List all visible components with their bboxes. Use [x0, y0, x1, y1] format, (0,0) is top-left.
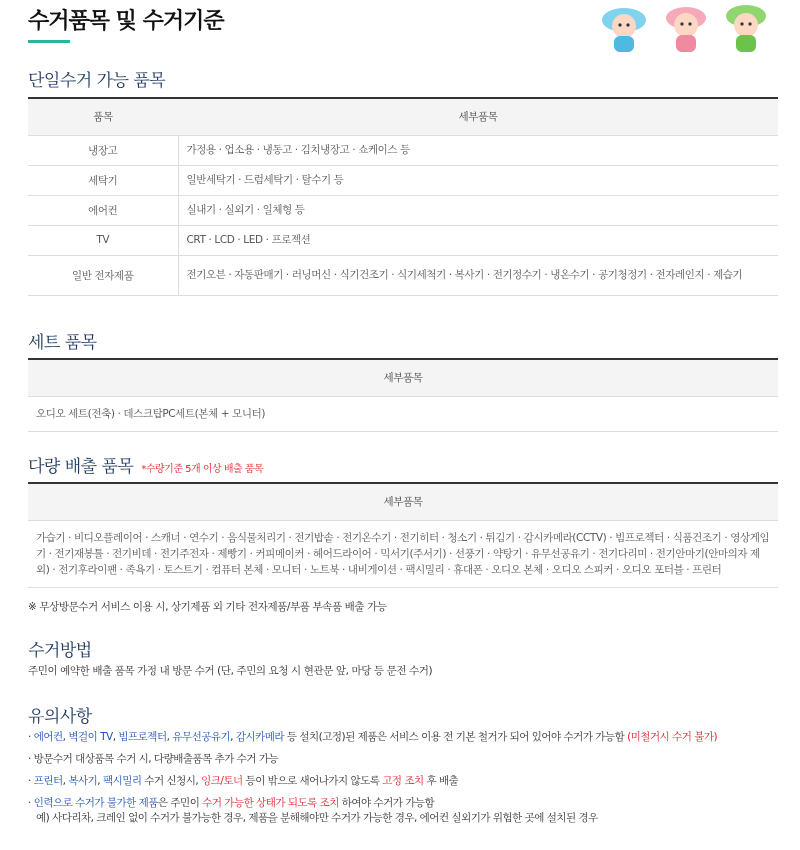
note-text: 수거 신청시,: [141, 775, 202, 787]
section-title-multi: [28, 452, 263, 477]
set-items-table: [28, 358, 778, 432]
mascot-pink-icon: [666, 7, 706, 52]
table-row: [28, 165, 778, 195]
note-text: 등 설치(고정)된 제품은 서비스 이용 전 기본 철거가 되어 있어야 수거가 가능함: [284, 731, 628, 743]
note-text: · 방문수거 대상품목 수거 시, 다량배출품목 추가 수거 가능: [28, 753, 279, 765]
note-text: ·: [28, 731, 34, 743]
section-title-text: 다량 배출 품목: [28, 457, 134, 477]
note-text: ,: [97, 775, 103, 787]
note-highlight: 프린터: [33, 775, 63, 787]
table-row: [28, 520, 778, 587]
note-text: ,: [230, 731, 236, 743]
item-name: 세탁기: [28, 165, 178, 195]
table-row: [28, 396, 778, 431]
note-highlight: 팩시밀리: [102, 775, 142, 787]
section-title-set: 세트 품목: [28, 333, 97, 353]
table-header: 세부품목: [178, 98, 778, 135]
note-example: 예) 사다리차, 크레인 없이 수거가 불가능한 경우, 제품을 분해해야만 수거가 가능한 경우, 에어컨 실외기가 위험한 곳에 설치된 경우: [36, 812, 598, 824]
footnote: ※ 무상방문수거 서비스 이용 시, 상기제품 외 기타 전자제품/부품 부속품 배출 가능: [28, 601, 387, 613]
caution-item: [28, 774, 768, 789]
note-text: 하여야 수거가 가능함: [338, 797, 435, 809]
item-detail: 가정용 · 업소용 · 냉동고 · 김치냉장고 · 쇼케이스 등: [178, 135, 778, 165]
mascot-blue-icon: [602, 8, 646, 52]
note-text: ·: [28, 775, 34, 787]
note-highlight: 벽걸이 TV: [68, 731, 113, 743]
note-text: ,: [166, 731, 173, 743]
item-name: 일반 전자제품: [28, 255, 178, 295]
caution-item: [28, 730, 768, 745]
table-row: [28, 255, 778, 295]
note-highlight: 빔프로젝터: [118, 731, 167, 743]
caution-list: [28, 730, 768, 833]
item-detail: 가습기 · 비디오플레이어 · 스캐너 · 연수기 · 음식물처리기 · 전기밥솥 · 전기온수기 · 전기히터 · 청소기 · 튀김기 · 감시카메라(CCTV) · 빔프로젝터 · 식품건조기 · 영상게임기 · 전기재봉틀 · 전기비데 · 전기주전자 · 제빵기 · 커피메이커 · 헤어드라이어 · 믹서기(주서기) · 선풍기 · 약탕기 · 유무선공유기 · 전기다리미 · 전기안마기(안마의자 제외) · 전기후라이팬 · 족욕기 · 토스트기 · 컴퓨터 본체 · 모니터 · 노트북 · 내비게이션 · 팩시밀리 · 휴대폰 · 오디오 본체 · 오디오 스피커 · 오디오 포터블 · 프린터: [28, 520, 778, 587]
table-header: 세부품목: [28, 483, 778, 520]
note-text: ,: [62, 731, 69, 743]
item-detail: 일반세탁기 · 드럼세탁기 · 탈수기 등: [178, 165, 778, 195]
note-highlight: 인력으로 수거가 불가한 제품: [33, 797, 158, 809]
section-title-method: 수거방법: [28, 641, 92, 661]
caution-item: [28, 796, 768, 826]
item-detail: 오디오 세트(전축) · 데스크탑PC세트(본체 + 모니터): [28, 396, 778, 431]
item-detail: 전기오븐 · 자동판매기 · 러닝머신 · 식기건조기 · 식기세척기 · 복사기 · 전기정수기 · 냉온수기 · 공기청정기 · 전자레인지 · 제습기: [178, 255, 778, 295]
table-row: [28, 225, 778, 255]
note-highlight: 감시카메라: [235, 731, 285, 743]
note-highlight: 복사기: [68, 775, 98, 787]
multi-items-table: [28, 482, 778, 588]
note-warning: 고정 조치: [382, 775, 424, 787]
note-text: ,: [62, 775, 69, 787]
item-name: TV: [28, 225, 178, 255]
title-underline: [28, 40, 70, 43]
note-highlight: 에어컨: [33, 731, 63, 743]
table-row: [28, 195, 778, 225]
note-text: ·: [28, 797, 34, 809]
method-text: 주민이 예약한 배출 품목 가정 내 방문 수거 (단, 주민의 요청 시 현관문 앞, 마당 등 문전 수거): [28, 665, 433, 677]
mascots: [594, 0, 780, 54]
note-warning: (미철거시 수거 불가): [627, 731, 718, 743]
note-text: ,: [112, 731, 119, 743]
note-text: 은 주민이: [157, 797, 203, 809]
table-header: 품목: [28, 98, 178, 135]
table-row: [28, 135, 778, 165]
note-warning: 잉크/토너: [201, 775, 243, 787]
page-title: 수거품목 및 수거기준: [28, 9, 224, 34]
note-highlight: 유무선공유기: [172, 731, 231, 743]
quantity-note: *수량기준 5개 이상 배출 품목: [141, 464, 264, 475]
mascot-green-icon: [726, 5, 766, 52]
section-title-caution: 유의사항: [28, 707, 92, 727]
item-detail: CRT · LCD · LED · 프로젝션: [178, 225, 778, 255]
item-name: 냉장고: [28, 135, 178, 165]
note-text: 등이 밖으로 새어나가지 않도록: [242, 775, 383, 787]
item-name: 에어컨: [28, 195, 178, 225]
single-items-table: [28, 97, 778, 296]
caution-item: [28, 752, 768, 767]
table-header: 세부품목: [28, 359, 778, 396]
section-title-single: 단일수거 가능 품목: [28, 71, 166, 91]
note-text: 후 배출: [423, 775, 459, 787]
note-warning: 수거 가능한 상태가 되도록 조치: [202, 797, 339, 809]
item-detail: 실내기 · 실외기 · 일체형 등: [178, 195, 778, 225]
